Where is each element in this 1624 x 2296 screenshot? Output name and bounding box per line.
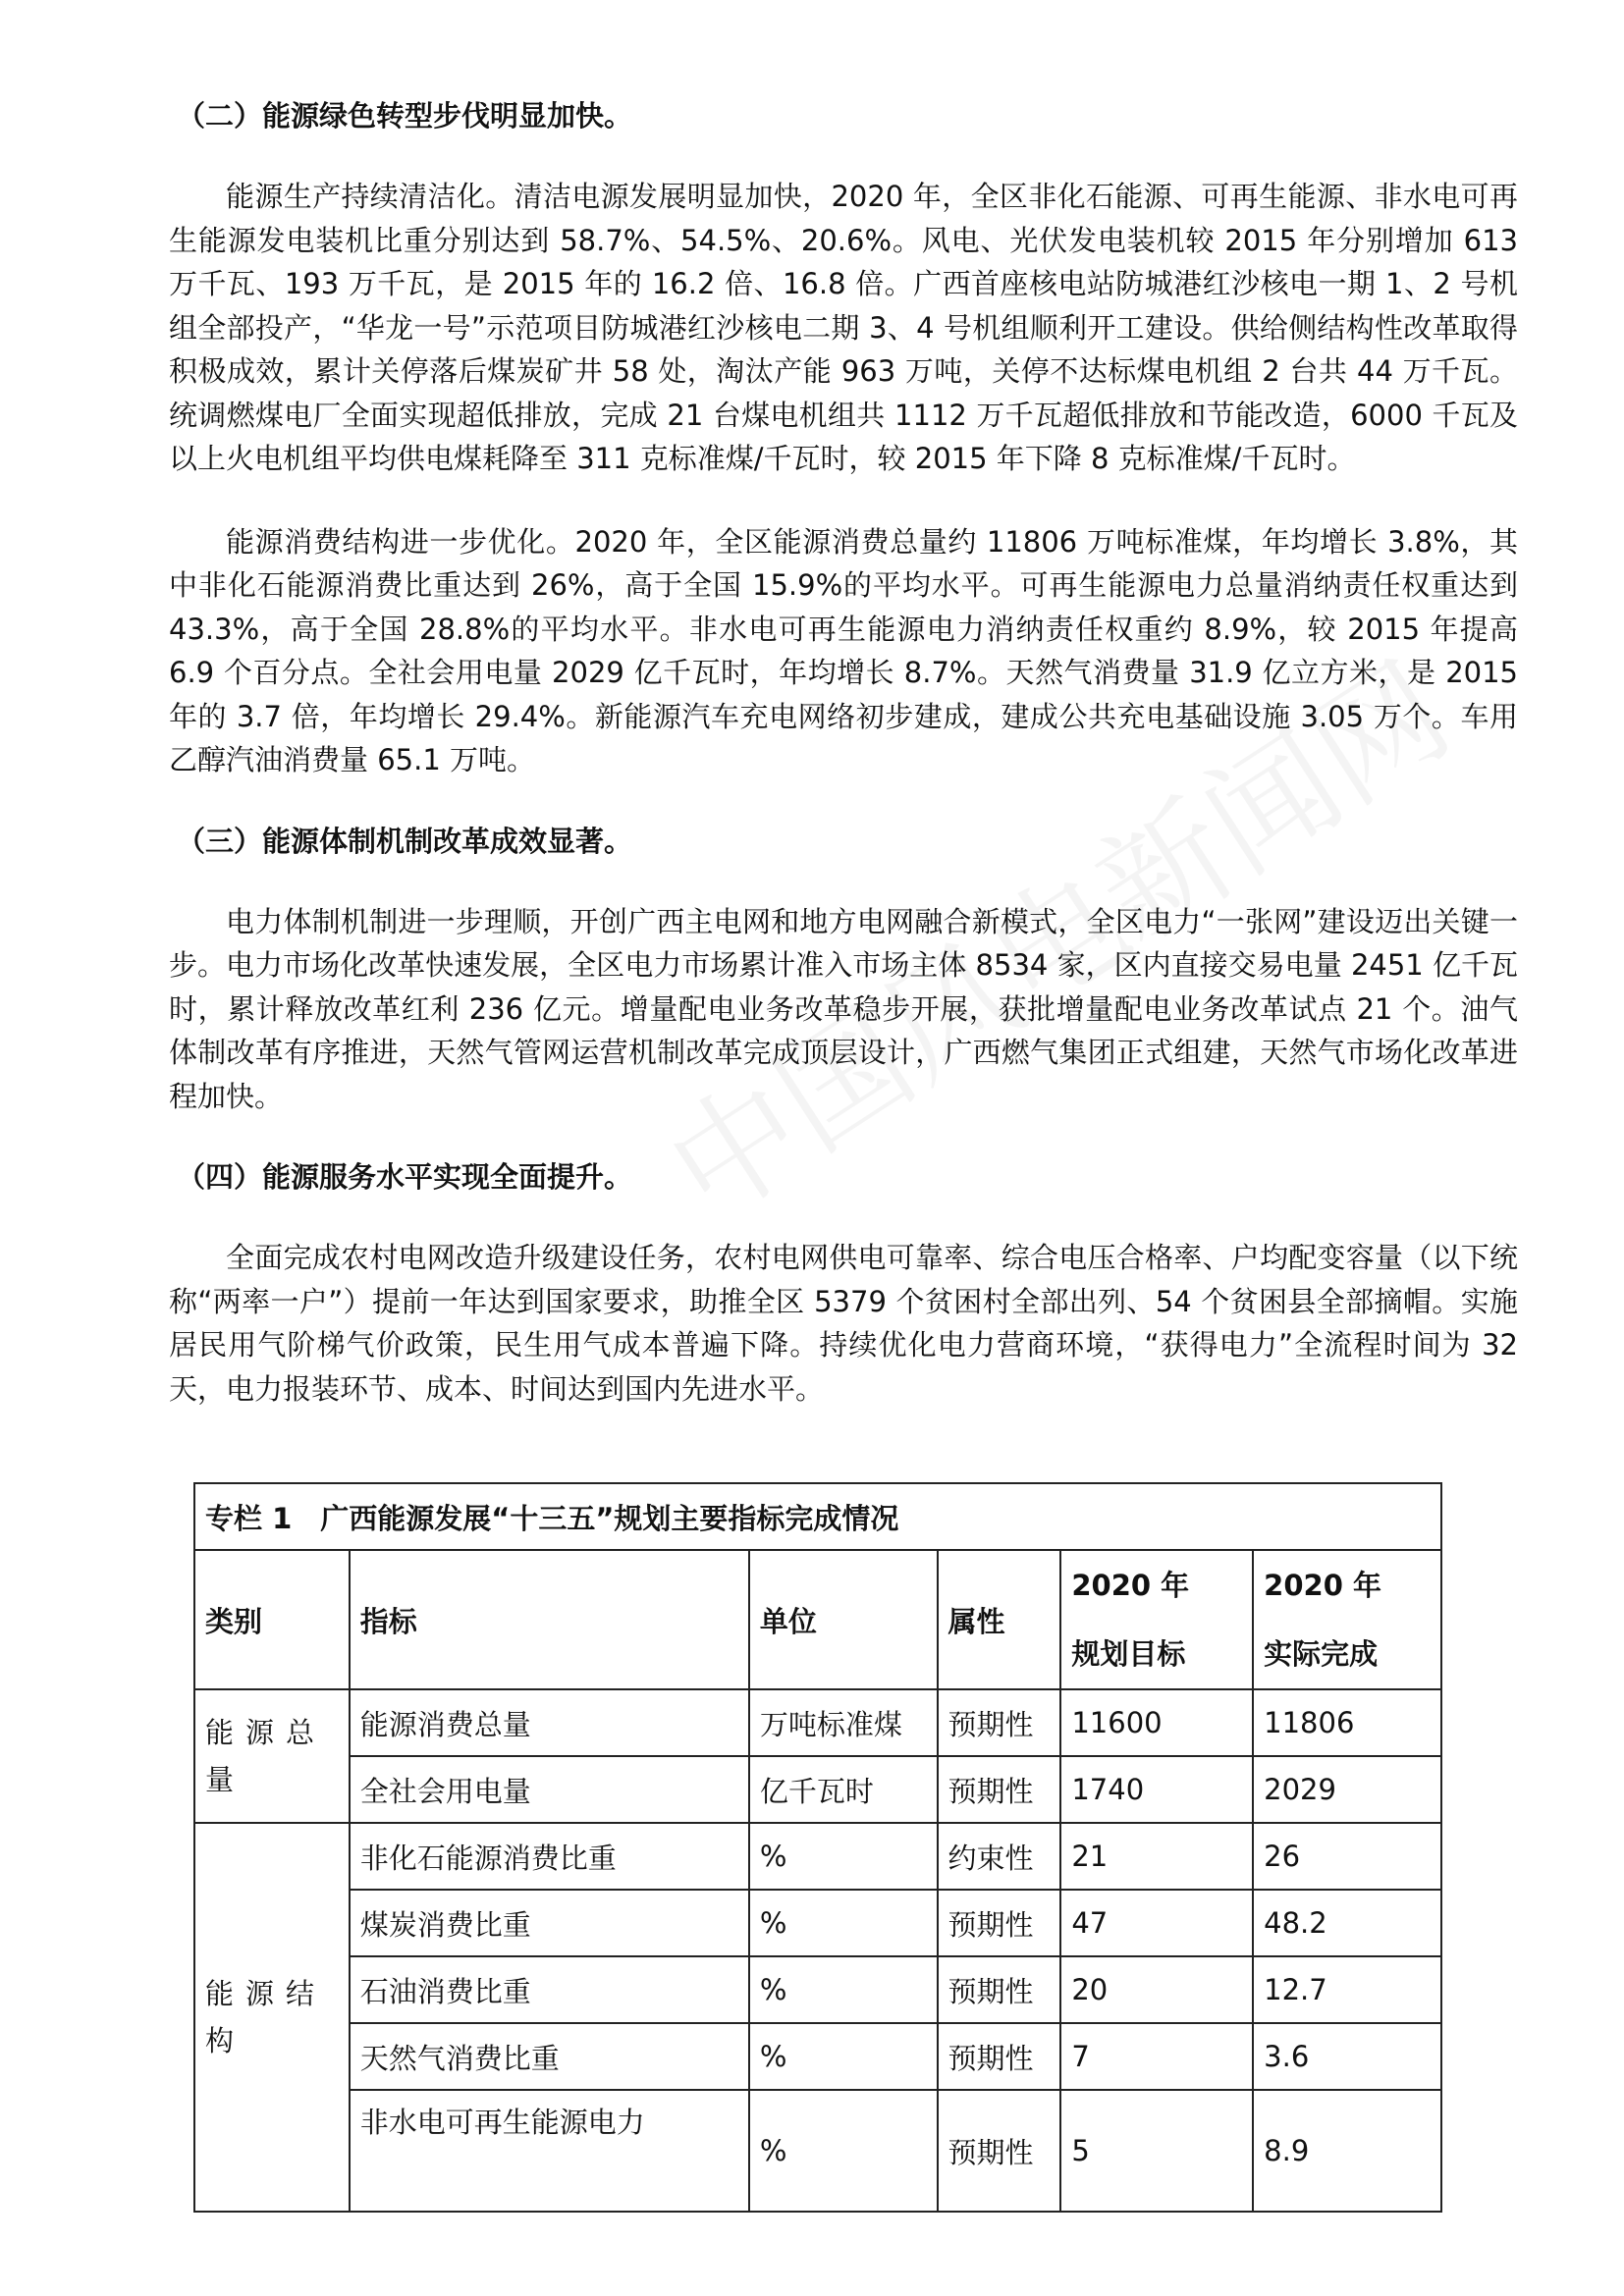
indicator-cell: 能源消费总量: [350, 1689, 749, 1756]
header-target-label: 规划目标: [1071, 1637, 1186, 1671]
attribute-cell: 预期性: [938, 2023, 1061, 2090]
unit-cell: %: [749, 2023, 938, 2090]
header-unit: 单位: [749, 1550, 938, 1689]
target-cell: 11600: [1060, 1689, 1253, 1756]
indicator-cell: 煤炭消费比重: [350, 1890, 749, 1956]
table-title: 专栏 1 广西能源发展“十三五”规划主要指标完成情况: [194, 1483, 1441, 1550]
actual-cell: 8.9: [1253, 2090, 1441, 2212]
paragraph-energy-consumption: 能源消费结构进一步优化。2020 年，全区能源消费总量约 11806 万吨标准煤，年均增长 3.8%，其中非化石能源消费比重达到 26%，高于全国 15.9%的平均水平。可再生能源电力总量消纳责任权重达到 43.3%，高于全国 28.8%的平均水平。非水电可再生能源电力消纳责任权重约 8.9%，较 2015 年提高 6.9 个百分点。全社会用电量 2029 亿千瓦时，年均增长 8.7%。天然气消费量 31.9 亿立方米，是 2015 年的 3.7 倍，年均增长 29.4%。新能源汽车充电网络初步建成，建成公共充电基础设施 3.05 万个。车用乙醇汽油消费量 65.1 万吨。: [169, 524, 1518, 776]
section-heading-2: （二）能源绿色转型步伐明显加快。: [177, 99, 633, 133]
header-category: 类别: [194, 1550, 350, 1689]
target-cell: 20: [1060, 1956, 1253, 2023]
section-heading-4: （四）能源服务水平实现全面提升。: [177, 1160, 633, 1194]
unit-cell: %: [749, 1956, 938, 2023]
attribute-cell: 预期性: [938, 1756, 1061, 1823]
table-row: [194, 1756, 1441, 1823]
unit-cell: 万吨标准煤: [749, 1689, 938, 1756]
target-cell: 1740: [1060, 1756, 1253, 1823]
attribute-cell: 预期性: [938, 1890, 1061, 1956]
unit-cell: 亿千瓦时: [749, 1756, 938, 1823]
attribute-cell: 预期性: [938, 1956, 1061, 2023]
indicator-cell: 天然气消费比重: [350, 2023, 749, 2090]
indicator-cell: 石油消费比重: [350, 1956, 749, 2023]
actual-cell: 11806: [1253, 1689, 1441, 1756]
header-actual-year: 2020 年: [1264, 1569, 1381, 1602]
header-attribute: 属性: [938, 1550, 1061, 1689]
indicator-table: [193, 1482, 1442, 2213]
actual-cell: 48.2: [1253, 1890, 1441, 1956]
unit-cell: %: [749, 2090, 938, 2212]
header-target: [1060, 1550, 1253, 1689]
unit-cell: %: [749, 1823, 938, 1890]
target-cell: 5: [1060, 2090, 1253, 2212]
indicator-cell: 全社会用电量: [350, 1756, 749, 1823]
target-cell: 21: [1060, 1823, 1253, 1890]
target-cell: 7: [1060, 2023, 1253, 2090]
table-row: [194, 2023, 1441, 2090]
header-actual-label: 实际完成: [1264, 1637, 1379, 1671]
actual-cell: 26: [1253, 1823, 1441, 1890]
attribute-cell: 预期性: [938, 2090, 1061, 2212]
category-cell: 能源结构: [194, 1823, 350, 2212]
table-title-row: [194, 1483, 1441, 1550]
table-row: [194, 1956, 1441, 2023]
attribute-cell: 约束性: [938, 1823, 1061, 1890]
indicator-cell: 非水电可再生能源电力: [350, 2090, 749, 2212]
table-row: [194, 2090, 1441, 2212]
table-row: [194, 1823, 1441, 1890]
header-indicator: 指标: [350, 1550, 749, 1689]
actual-cell: 2029: [1253, 1756, 1441, 1823]
paragraph-energy-production: 能源生产持续清洁化。清洁电源发展明显加快，2020 年，全区非化石能源、可再生能源、非水电可再生能源发电装机比重分别达到 58.7%、54.5%、20.6%。风电、光伏发电装机较 2015 年分别增加 613 万千瓦、193 万千瓦，是 2015 年的 16.2 倍、16.8 倍。广西首座核电站防城港红沙核电一期 1、2 号机组全部投产，“华龙一号”示范项目防城港红沙核电二期 3、4 号机组顺利开工建设。供给侧结构性改革取得积极成效，累计关停落后煤炭矿井 58 处，淘汰产能 963 万吨，关停不达标煤电机组 2 台共 44 万千瓦。统调燃煤电厂全面实现超低排放，完成 21 台煤电机组共 1112 万千瓦超低排放和节能改造，6000 千瓦及以上火电机组平均供电煤耗降至 311 克标准煤/千瓦时，较 2015 年下降 8 克标准煤/千瓦时。: [169, 180, 1518, 475]
table-row: [194, 1890, 1441, 1956]
paragraph-service-level: 全面完成农村电网改造升级建设任务，农村电网供电可靠率、综合电压合格率、户均配变容量（以下统称“两率一户”）提前一年达到国家要求，助推全区 5379 个贫困村全部出列、54 个贫困县全部摘帽。实施居民用气阶梯气价政策，民生用气成本普遍下降。持续优化电力营商环境，“获得电力”全流程时间为 32 天，电力报装环节、成本、时间达到国内先进水平。: [169, 1241, 1518, 1406]
unit-cell: %: [749, 1890, 938, 1956]
category-cell: 能源总量: [194, 1689, 350, 1823]
actual-cell: 12.7: [1253, 1956, 1441, 2023]
table-header-row: [194, 1550, 1441, 1689]
indicator-cell: 非化石能源消费比重: [350, 1823, 749, 1890]
actual-cell: 3.6: [1253, 2023, 1441, 2090]
header-actual: [1253, 1550, 1441, 1689]
paragraph-system-reform: 电力体制机制进一步理顺，开创广西主电网和地方电网融合新模式，全区电力“一张网”建设迈出关键一步。电力市场化改革快速发展，全区电力市场累计准入市场主体 8534 家，区内直接交易电量 2451 亿千瓦时，累计释放改革红利 236 亿元。增量配电业务改革稳步开展，获批增量配电业务改革试点 21 个。油气体制改革有序推进，天然气管网运营机制改革完成顶层设计，广西燃气集团正式组建，天然气市场化改革进程加快。: [169, 904, 1518, 1113]
document-body: [169, 94, 1518, 1411]
section-heading-3: （三）能源体制机制改革成效显著。: [177, 824, 633, 858]
table-row: [194, 1689, 1441, 1756]
attribute-cell: 预期性: [938, 1689, 1061, 1756]
header-target-year: 2020 年: [1071, 1569, 1190, 1602]
target-cell: 47: [1060, 1890, 1253, 1956]
